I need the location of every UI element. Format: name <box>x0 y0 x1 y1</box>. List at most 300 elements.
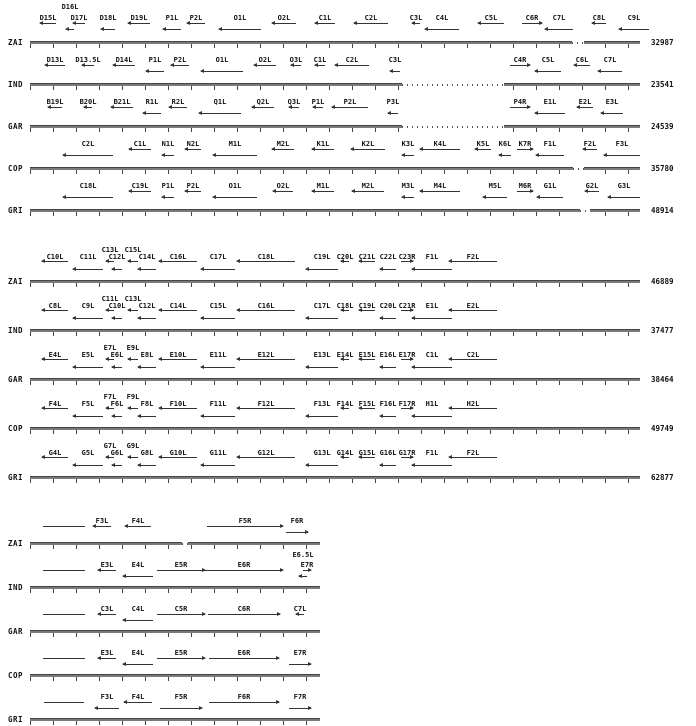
gene-label-c9l: C9L <box>627 14 641 22</box>
gene-arrow-c19l <box>306 269 338 270</box>
track-baseline-shade <box>30 280 640 281</box>
gene-arrow-g8l <box>138 465 156 466</box>
gene-label-e7l: E7L <box>103 344 117 352</box>
gene-arrow-e2l <box>449 310 497 311</box>
track-baseline-shade <box>30 83 640 84</box>
gene-label-g12l: G12L <box>257 449 275 457</box>
gene-label-c4r: C4R <box>513 56 527 64</box>
gene-arrow-g5l <box>73 465 103 466</box>
gene-label-c1l: C1L <box>318 14 332 22</box>
gene-arrow-e12l <box>237 359 295 360</box>
gene-arrow-e5r <box>157 570 205 571</box>
gene-arrow-c21r <box>401 310 413 311</box>
gene-arrow-c20l <box>341 261 349 262</box>
gene-label-f4l: F4L <box>48 400 62 408</box>
gene-label-b20l: B20L <box>79 98 97 106</box>
gene-label-c10l: C10L <box>46 253 64 261</box>
gene-label-c19l: C19L <box>131 182 149 190</box>
track-gri-panel1 <box>0 171 696 213</box>
gene-arrow-f14l <box>341 408 349 409</box>
track-gri-panel3 <box>0 681 696 725</box>
gene-arrow-d19l <box>128 23 150 24</box>
end-coordinate: 37477 <box>651 326 674 335</box>
gene-arrow-o1l <box>213 197 257 198</box>
gene-label-f17r: F17R <box>398 400 416 408</box>
track-baseline-shade <box>30 630 320 631</box>
gene-label-c9l: C9L <box>81 302 95 310</box>
gene-arrow-m5l <box>483 197 507 198</box>
gene-label-k5l: K5L <box>476 140 490 148</box>
gene-label-c21r: C21R <box>398 302 416 310</box>
gene-arrow-g2l <box>585 191 599 192</box>
gene-label-e9l: E9L <box>126 344 140 352</box>
gene-label-e5r: E5R <box>174 561 188 569</box>
gene-arrow-g11l <box>201 465 235 466</box>
gene-label-e16l: E16L <box>379 351 397 359</box>
gene-arrow-o2l <box>273 191 293 192</box>
alignment-gap-dots <box>402 126 504 128</box>
gene-label-d16l: D16L <box>61 3 79 11</box>
gene-arrow-c12l <box>112 269 122 270</box>
gene-arrow-e6l <box>112 367 122 368</box>
gene-label-f8l: F8L <box>140 400 154 408</box>
gene-label-e1l: E1L <box>425 302 439 310</box>
gene-label-c7l: C7L <box>552 14 566 22</box>
gene-label-c1l: C1L <box>133 140 147 148</box>
gene-label-f2l: F2L <box>466 253 480 261</box>
track-baseline-shade <box>30 476 640 477</box>
gene-arrow-d13.5l <box>82 65 94 66</box>
track-name-label: ZAI <box>8 539 24 548</box>
gene-arrow-e3l <box>98 658 116 659</box>
track-name-label: GRI <box>8 206 24 215</box>
gene-arrow-k6l <box>499 155 511 156</box>
gene-arrow-k4l <box>420 149 460 150</box>
gene-label-c3l: C3L <box>100 605 114 613</box>
gene-label-p4r: P4R <box>513 98 527 106</box>
track-baseline-shade <box>30 542 320 543</box>
gene-arrow-c18l <box>341 310 349 311</box>
gene-arrow-c21l <box>359 261 375 262</box>
gene-label-c17l: C17L <box>209 253 227 261</box>
track-name-label: GAR <box>8 375 24 384</box>
gene-arrow-c7l <box>296 614 304 615</box>
gene-arrow-e11l <box>201 367 235 368</box>
gene-label-c2l: C2L <box>364 14 378 22</box>
alignment-gap-dots <box>182 543 188 545</box>
track-zai-panel2 <box>0 243 696 292</box>
gene-label-c21l: C21L <box>358 253 376 261</box>
gene-label-p2l: P2L <box>343 98 357 106</box>
gene-label-e6.5l: E6.5L <box>292 551 314 559</box>
gene-arrow-c15l <box>128 261 138 262</box>
gene-arrow-k2l <box>351 149 385 150</box>
track-zai-panel3 <box>0 505 696 549</box>
gene-label-c15l: C15L <box>209 302 227 310</box>
gene-arrow-f1l <box>412 269 452 270</box>
track-name-label: GRI <box>8 473 24 482</box>
track-baseline-shade <box>30 167 640 168</box>
gene-arrow-e6.5l <box>299 576 307 577</box>
gene-arrow-g15l <box>359 457 375 458</box>
gene-arrow-c9l <box>73 318 103 319</box>
gene-label-h2l: H2L <box>466 400 480 408</box>
end-coordinate: 48914 <box>651 206 674 215</box>
gene-label-q1l: Q1L <box>213 98 227 106</box>
gene-arrow-m1l <box>213 155 257 156</box>
gene-arrow-c13l <box>106 261 114 262</box>
gene-label-e3l: E3L <box>100 561 114 569</box>
track-baseline-shade <box>30 378 640 379</box>
gene-label-c6r: C6R <box>237 605 251 613</box>
gene-arrow-e4l <box>42 359 68 360</box>
gene-arrow-g4l <box>42 457 68 458</box>
gene-arrow-c4r <box>510 65 530 66</box>
gene-label-c6r: C6R <box>525 14 539 22</box>
gene-label-c1l: C1L <box>425 351 439 359</box>
gene-arrow-f3l <box>95 708 119 709</box>
gene-arrow-p2l <box>187 23 205 24</box>
gene-arrow-c19l <box>129 191 151 192</box>
gene-label-f7l: F7L <box>103 393 117 401</box>
gene-label-g4l: G4L <box>48 449 62 457</box>
gene-label-r2l: R2L <box>171 98 185 106</box>
track-cop-panel2 <box>0 390 696 439</box>
gene-label-p3l: P3L <box>386 98 400 106</box>
track-cop-panel1 <box>0 129 696 171</box>
gene-label-c13l: C13L <box>101 246 119 254</box>
gene-label-c20l: C20L <box>336 253 354 261</box>
track-name-label: GAR <box>8 627 24 636</box>
gene-arrow-c16l <box>159 261 197 262</box>
gene-arrow-g13l <box>306 465 338 466</box>
gene-label-m5l: M5L <box>488 182 502 190</box>
gene-arrow-d14l <box>113 65 135 66</box>
gene-label-e5l: E5L <box>81 351 95 359</box>
gene-arrow-c6r <box>208 614 280 615</box>
gene-arrow-c7l <box>598 71 622 72</box>
gene-label-m1l: M1L <box>316 182 330 190</box>
gene-label-g1l: G1L <box>543 182 557 190</box>
gene-arrow-c3l <box>98 614 116 615</box>
gene-arrow-p2l <box>185 191 201 192</box>
gene-arrow-e6r <box>209 658 279 659</box>
gene-arrow-c1l <box>412 367 452 368</box>
gene-label-f4l: F4L <box>131 517 145 525</box>
gene-label-f1l: F1L <box>425 253 439 261</box>
gene-arrow-k7r <box>517 149 533 150</box>
alignment-gap-dots <box>402 84 504 86</box>
gene-arrow-o1l <box>201 71 243 72</box>
gene-label-g2l: G2L <box>585 182 599 190</box>
gene-arrow-f5l <box>73 416 103 417</box>
gene-arrow-e14l <box>341 359 349 360</box>
gene-arrow-d18l <box>101 29 115 30</box>
gene-label-e12l: E12L <box>257 351 275 359</box>
gene-label-c5r: C5R <box>174 605 188 613</box>
gene-arrow-h2l <box>449 408 497 409</box>
gene-arrow-c4l <box>123 620 153 621</box>
gene-arrow-f6r <box>286 532 308 533</box>
gene-label-c5l: C5L <box>484 14 498 22</box>
track-baseline-shade <box>30 209 640 210</box>
gene-label-q2l: Q2L <box>256 98 270 106</box>
gene-label-c2l: C2L <box>81 140 95 148</box>
gene-arrow-e1l <box>535 113 565 114</box>
gene-label-p2l: P2L <box>189 14 203 22</box>
gene-arrow-f17r <box>401 408 413 409</box>
gene-label-p1l: P1L <box>148 56 162 64</box>
gene-arrow-g1l <box>537 197 563 198</box>
gene-label-d13.5l: D13.5L <box>75 56 101 64</box>
gene-label-c12l: C12L <box>138 302 156 310</box>
track-baseline-shade <box>30 586 320 587</box>
gene-label-c11l: C11L <box>79 253 97 261</box>
gene-arrow-c6r <box>522 23 542 24</box>
gene-arrow-e5r <box>157 658 205 659</box>
gene-label-c11l: C11L <box>101 295 119 303</box>
gene-arrow-p1l <box>163 29 181 30</box>
gene-arrow-c4l <box>425 29 459 30</box>
gene-label-m6r: M6R <box>518 182 532 190</box>
end-coordinate: 24539 <box>651 122 674 131</box>
gene-label-f6r: F6R <box>290 517 304 525</box>
gene-arrow-c15l <box>201 318 235 319</box>
gene-arrow-m4l <box>420 191 460 192</box>
gene-arrow-f16l <box>380 416 396 417</box>
gene-label-d14l: D14L <box>115 56 133 64</box>
gene-label-c2l: C2L <box>466 351 480 359</box>
track-baseline-shade <box>30 427 640 428</box>
gene-label-f12l: F12L <box>257 400 275 408</box>
gene-label-n2l: N2L <box>186 140 200 148</box>
gene-label-f5r: F5R <box>174 693 188 701</box>
gene-arrow-b20l <box>84 107 92 108</box>
gene-label-h1l: H1L <box>425 400 439 408</box>
end-coordinate: 49749 <box>651 424 674 433</box>
track-gar-panel3 <box>0 593 696 637</box>
gene-label-g7l: G7L <box>103 442 117 450</box>
gene-label-c22l: C22L <box>379 253 397 261</box>
track-name-label: GAR <box>8 122 24 131</box>
track-zai-panel1 <box>0 3 696 45</box>
gene-arrow-e8l <box>138 367 156 368</box>
gene-label-c23r: C23R <box>398 253 416 261</box>
track-gar-panel1 <box>0 87 696 129</box>
gene-label-p1l: P1L <box>161 182 175 190</box>
track-name-label: IND <box>8 326 24 335</box>
gene-label-g9l: G9L <box>126 442 140 450</box>
track-name-label: IND <box>8 80 24 89</box>
track-name-label: COP <box>8 424 24 433</box>
gene-label-p1l: P1L <box>165 14 179 22</box>
gene-label-e6l: E6L <box>110 351 124 359</box>
gene-arrow-f10l <box>159 408 197 409</box>
gene-label-c4l: C4L <box>435 14 449 22</box>
gene-label-k4l: K4L <box>433 140 447 148</box>
genome-segment <box>43 526 85 527</box>
gene-label-k3l: K3L <box>401 140 415 148</box>
genome-segment <box>43 614 85 615</box>
gene-arrow-f11l <box>201 416 235 417</box>
gene-arrow-e17r <box>401 359 413 360</box>
gene-arrow-r1l <box>143 113 161 114</box>
gene-arrow-c12l <box>138 318 156 319</box>
gene-label-d17l: D17L <box>70 14 88 22</box>
gene-arrow-k5l <box>475 149 491 150</box>
gene-label-g14l: G14L <box>336 449 354 457</box>
gene-label-c7l: C7L <box>293 605 307 613</box>
gene-label-f1l: F1L <box>543 140 557 148</box>
gene-label-g6l: G6L <box>110 449 124 457</box>
gene-arrow-f4l <box>124 702 152 703</box>
gene-label-f6l: F6L <box>110 400 124 408</box>
end-coordinate: 23541 <box>651 80 674 89</box>
gene-label-f2l: F2L <box>583 140 597 148</box>
gene-arrow-g9l <box>128 457 138 458</box>
gene-label-c20l: C20L <box>379 302 397 310</box>
gene-label-c2l: C2L <box>345 56 359 64</box>
track-baseline-shade <box>30 329 640 330</box>
genome-segment <box>44 702 84 703</box>
gene-arrow-f13l <box>306 416 338 417</box>
gene-arrow-d17l <box>73 23 85 24</box>
gene-arrow-f15l <box>359 408 375 409</box>
gene-arrow-b21l <box>111 107 133 108</box>
gene-label-f3l: F3L <box>615 140 629 148</box>
gene-arrow-n1l <box>162 155 174 156</box>
gene-label-m2l: M2L <box>276 140 290 148</box>
gene-label-c12l: C12L <box>108 253 126 261</box>
gene-label-f14l: F14L <box>336 400 354 408</box>
gene-arrow-f3l <box>93 526 111 527</box>
gene-arrow-e7l <box>106 359 114 360</box>
gene-label-q3l: Q3L <box>287 98 301 106</box>
gene-arrow-q2l <box>252 107 274 108</box>
gene-arrow-c2l <box>449 359 497 360</box>
alignment-gap-dots <box>573 168 584 170</box>
track-scale-ticks <box>30 212 640 216</box>
gene-arrow-e16l <box>380 367 396 368</box>
track-name-label: IND <box>8 583 24 592</box>
gene-arrow-c20l <box>380 318 396 319</box>
gene-arrow-p2l <box>332 107 368 108</box>
gene-label-g17r: G17R <box>398 449 416 457</box>
gene-label-g10l: G10L <box>169 449 187 457</box>
gene-label-b19l: B19L <box>46 98 64 106</box>
gene-label-o2l: O2L <box>276 182 290 190</box>
gene-arrow-c2l <box>335 65 369 66</box>
gene-arrow-g7l <box>106 457 114 458</box>
gene-arrow-c10l <box>112 318 122 319</box>
gene-label-c8l: C8L <box>48 302 62 310</box>
gene-label-c1l: C1L <box>313 56 327 64</box>
gene-label-g5l: G5L <box>81 449 95 457</box>
gene-arrow-f4l <box>42 408 68 409</box>
gene-arrow-k1l <box>312 149 334 150</box>
gene-arrow-e15l <box>359 359 375 360</box>
gene-arrow-f5r <box>160 708 202 709</box>
gene-label-d15l: D15L <box>39 14 57 22</box>
gene-label-c8l: C8L <box>592 14 606 22</box>
gene-label-e6r: E6R <box>237 561 251 569</box>
gene-label-g16l: G16L <box>379 449 397 457</box>
alignment-gap-dots <box>580 210 590 212</box>
gene-label-c6l: C6L <box>575 56 589 64</box>
gene-arrow-f5r <box>207 526 283 527</box>
gene-label-c3l: C3L <box>409 14 423 22</box>
gene-arrow-c14l <box>138 269 156 270</box>
gene-arrow-f9l <box>128 408 138 409</box>
gene-arrow-c14l <box>159 310 197 311</box>
gene-arrow-c8l <box>42 310 68 311</box>
track-ind-panel3 <box>0 549 696 593</box>
gene-label-p2l: P2L <box>186 182 200 190</box>
gene-label-k2l: K2L <box>361 140 375 148</box>
gene-label-e13l: E13L <box>313 351 331 359</box>
gene-label-e2l: E2L <box>466 302 480 310</box>
gene-arrow-g14l <box>341 457 349 458</box>
gene-label-o2l: O2L <box>277 14 291 22</box>
gene-label-n1l: N1L <box>161 140 175 148</box>
gene-arrow-c7l <box>545 29 573 30</box>
gene-label-c18l: C18L <box>257 253 275 261</box>
gene-label-e1l: E1L <box>543 98 557 106</box>
gene-label-k7r: K7R <box>518 140 532 148</box>
end-coordinate: 38464 <box>651 375 674 384</box>
gene-label-f10l: F10L <box>169 400 187 408</box>
gene-label-k1l: K1L <box>316 140 330 148</box>
gene-label-d19l: D19L <box>130 14 148 22</box>
gene-label-d18l: D18L <box>99 14 117 22</box>
gene-arrow-q1l <box>199 113 241 114</box>
gene-label-g3l: G3L <box>617 182 631 190</box>
gene-arrow-m6r <box>517 191 533 192</box>
gene-arrow-c2l <box>354 23 388 24</box>
gene-arrow-p4r <box>510 107 530 108</box>
gene-label-c18l: C18L <box>79 182 97 190</box>
gene-arrow-c18l <box>63 197 113 198</box>
gene-label-c4l: C4L <box>131 605 145 613</box>
track-name-label: ZAI <box>8 277 24 286</box>
track-gar-panel2 <box>0 341 696 390</box>
gene-arrow-o1l <box>219 29 261 30</box>
gene-arrow-p1l <box>162 197 174 198</box>
gene-arrow-c11l <box>73 269 103 270</box>
gene-arrow-f7r <box>289 708 311 709</box>
gene-label-f1l: F1L <box>425 449 439 457</box>
gene-label-f7r: F7R <box>293 693 307 701</box>
gene-arrow-f1l <box>536 155 564 156</box>
gene-arrow-d16l <box>66 29 74 30</box>
gene-arrow-c8l <box>592 23 606 24</box>
gene-label-f6r: F6R <box>237 693 251 701</box>
gene-arrow-e7r <box>303 570 311 571</box>
gene-label-c15l: C15L <box>124 246 142 254</box>
gene-arrow-f2l <box>583 149 597 150</box>
gene-arrow-e1l <box>412 318 452 319</box>
gene-arrow-e4l <box>123 576 153 577</box>
gene-label-f5r: F5R <box>238 517 252 525</box>
track-scale-ticks <box>30 283 640 287</box>
gene-arrow-c1l <box>129 149 151 150</box>
gene-label-e7r: E7R <box>293 649 307 657</box>
gene-arrow-c17l <box>306 318 338 319</box>
gene-label-b21l: B21L <box>113 98 131 106</box>
gene-label-f13l: F13L <box>313 400 331 408</box>
gene-label-e15l: E15L <box>358 351 376 359</box>
gene-label-e6r: E6R <box>237 649 251 657</box>
